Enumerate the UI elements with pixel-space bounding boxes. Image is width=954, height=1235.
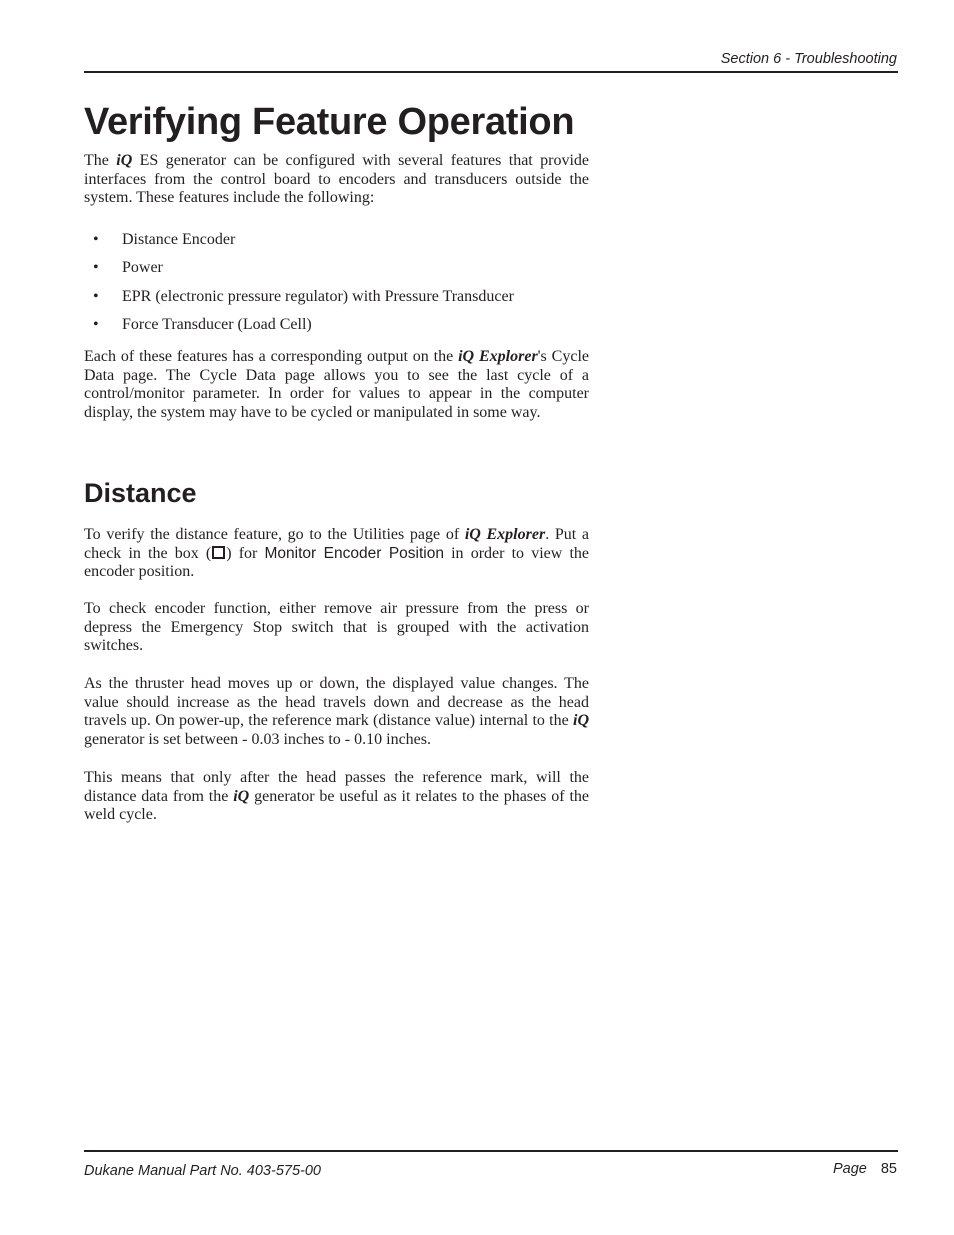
- footer-rule: [84, 1150, 898, 1152]
- distance-paragraph-4: This means that only after the head passes the reference mark, will the distance data from the iQ generator be useful as it relates to the phases of the weld cycle.: [84, 769, 589, 824]
- page-title: Verifying Feature Operation: [84, 101, 575, 143]
- distance-paragraph-2: To check encoder function, either remove air pressure from the press or depress the Emergency Stop switch that is grouped with the activation switches.: [84, 600, 589, 655]
- distance-paragraph-3: As the thruster head moves up or down, the displayed value changes. The value should increase as the head travels down and decrease as the head travels up. On power-up, the reference mark (distance value) internal to the iQ generator is set between - 0.03 inches to - 0.10 inches.: [84, 675, 589, 748]
- brand-iq-explorer: iQ Explorer: [458, 348, 538, 365]
- footer-part-number: Dukane Manual Part No. 403-575-00: [84, 1163, 321, 1179]
- brand-iq: iQ: [116, 152, 133, 169]
- brand-iq: iQ: [233, 787, 250, 805]
- checkbox-icon: [212, 546, 225, 559]
- brand-iq-explorer: iQ Explorer: [464, 526, 546, 543]
- header-rule: [84, 71, 898, 73]
- ui-term-monitor-encoder-position: Monitor Encoder Position: [264, 544, 444, 562]
- footer-page: [833, 1161, 897, 1177]
- page-label: Page: [832, 1161, 867, 1177]
- feature-list: [84, 229, 514, 343]
- page-number: 85: [880, 1161, 897, 1177]
- intro-paragraph: The iQ ES generator can be configured with several features that provide interfaces from the control board to encoders and transducers outside the system. These features include the following:: [84, 152, 590, 207]
- distance-paragraph-1: To verify the distance feature, go to the Utilities page of iQ Explorer. Put a check in the box ( ) for Monitor Encoder Position in order to view the encoder position.: [84, 526, 590, 581]
- brand-iq: iQ: [573, 712, 589, 730]
- list-item: • Distance Encoder: [93, 231, 236, 248]
- list-item: • EPR (electronic pressure regulator) with Pressure Transducer: [93, 287, 514, 305]
- list-item: • Power: [93, 259, 163, 277]
- features-paragraph: Each of these features has a corresponding output on the iQ Explorer's Cycle Data page. The Cycle Data page allows you to see the last cycle of a control/monitor parameter. In order for values to appear in the computer display, the system may have to be cycled or manipulated in some way.: [84, 348, 589, 421]
- section-header: Section 6 - Troubleshooting: [720, 51, 897, 67]
- list-item: • Force Transducer (Load Cell): [93, 316, 312, 334]
- section-heading-distance: Distance: [84, 478, 197, 508]
